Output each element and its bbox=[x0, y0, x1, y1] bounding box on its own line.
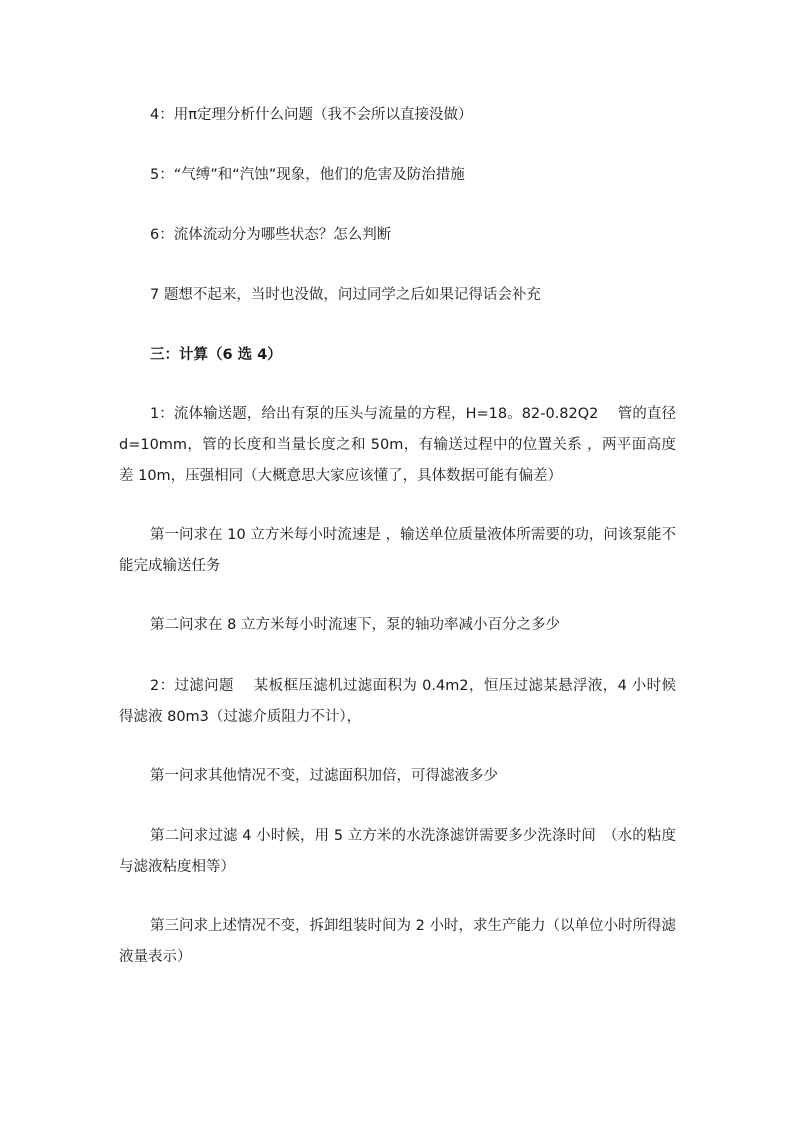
section-heading-calculation: 三：计算（6 选 4） bbox=[150, 347, 282, 363]
calc-1-question-2: 第二问求在 8 立方米每小时流速下，泵的轴功率减小百分之多少 bbox=[150, 617, 560, 633]
question-7: 7 题想不起来，当时也没做，问过同学之后如果记得话会补充 bbox=[150, 287, 541, 303]
question-6: 6：流体流动分为哪些状态？怎么判断 bbox=[150, 227, 392, 243]
calc-2-intro: 2：过滤问题 某板框压滤机过滤面积为 0.4m2，恒压过滤某悬浮液，4 小时候得滤液 80m3（过滤介质阻力不计）， bbox=[119, 678, 676, 725]
calc-2-question-1: 第一问求其他情况不变，过滤面积加倍，可得滤液多少 bbox=[150, 768, 498, 784]
calc-2-question-3: 第三问求上述情况不变，拆卸组装时间为 2 小时，求生产能力（以单位小时所得滤液量表示） bbox=[119, 918, 676, 965]
question-5: 5：“气缚”和“汽蚀”现象，他们的危害及防治措施 bbox=[150, 167, 465, 183]
calc-2-question-2: 第二问求过滤 4 小时候，用 5 立方米的水洗涤滤饼需要多少洗涤时间 （水的粘度与滤液粘度相等） bbox=[119, 828, 676, 875]
calc-1-intro: 1：流体输送题，给出有泵的压头与流量的方程，H=18。82-0.82Q2 管的直径 d=10mm，管的长度和当量长度之和 50m，有输送过程中的位置关系 ，两平面高度差 10m，压强相同（大概意思大家应该懂了，具体数据可能有偏差） bbox=[119, 406, 676, 484]
question-4: 4：用π定理分析什么问题（我不会所以直接没做） bbox=[150, 107, 473, 123]
calc-1-question-1: 第一问求在 10 立方米每小时流速是 ，输送单位质量液体所需要的功，问该泵能不能完成输送任务 bbox=[119, 527, 676, 574]
